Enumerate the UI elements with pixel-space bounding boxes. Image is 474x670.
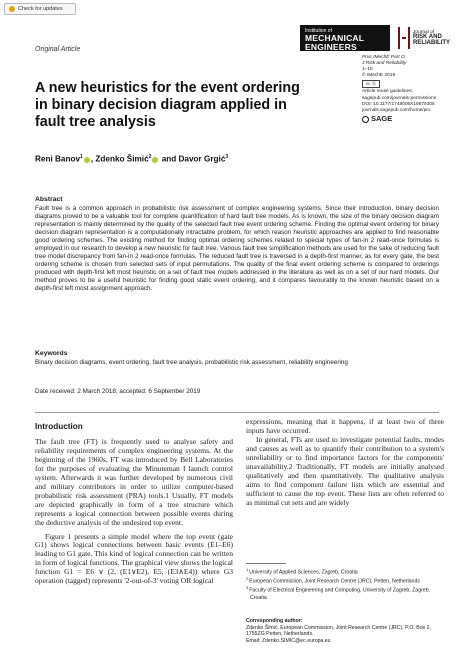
- keywords-heading: Keywords: [35, 350, 68, 357]
- article-type: Original Article: [35, 46, 81, 53]
- affiliation-2-number: 2: [246, 576, 249, 582]
- article-meta: [362, 55, 470, 123]
- check-for-updates-label: Check for updates: [18, 6, 63, 12]
- sage-circle-icon: [362, 116, 369, 123]
- affiliation-1: [246, 567, 446, 576]
- meta-copyright: © IMechE 2019: [362, 73, 396, 79]
- footnote-divider: [246, 563, 286, 564]
- author-2-affil: 2: [148, 154, 152, 160]
- sage-logo: [362, 116, 470, 123]
- author-3-affil: 3: [225, 154, 229, 160]
- author-2[interactable]: Zdenko Šimić: [95, 154, 149, 164]
- journal-logo-line1: RISK AND: [413, 34, 442, 41]
- corresponding-heading: Corresponding author:: [246, 618, 303, 624]
- meta-homepage-link[interactable]: journals.sagepub.com/home/pio: [362, 107, 430, 113]
- journal-logo-line2: RELIABILITY: [413, 39, 450, 46]
- affiliation-3-text: Faculty of Electrical Engineering and Computing, University of Zagreb, Zagreb, Croatia: [249, 588, 431, 601]
- keywords-text: Binary decision diagrams, event ordering, fault tree analysis, probabilistic risk assessment, reliability engineering: [35, 359, 348, 366]
- intro-paragraph-4: In general, FTs are used to investigate potential faults, modes and causes as well as to quantify their contribution to a system's unreliability or to find importance factors for the components' unavailability.2 Traditionally, FT models are initially analysed qualitatively and then quantitatively. The qualitative analysis aims to find component failure lists which are essential and sufficient to cause the top event. These lists are often referred to as minimal cut sets and are widely: [246, 434, 444, 507]
- orcid-icon[interactable]: [84, 157, 90, 163]
- affiliation-3-number: 3: [246, 585, 249, 591]
- affiliations: [246, 567, 446, 601]
- imeche-logo: [300, 25, 390, 51]
- journal-mark-icon: [398, 27, 410, 49]
- body-column-right: [246, 418, 444, 508]
- corresponding-text: Zdenko Šimić, European Commission, Joint Research Centre (JRC), P.O. Box 2, 1755ZG Petten, Netherlands.: [246, 624, 431, 637]
- meta-journal2: J Risk and Reliability: [362, 61, 407, 67]
- author-3[interactable]: and Davor Grgić: [161, 154, 226, 164]
- corresponding-author: [246, 618, 446, 644]
- intro-paragraph-2: Figure 1 presents a simple model where the top event (gate G1) shows logical connections between basic events (E1–E6) leading to G1 gate. This kind of logical connection can be written in form of logical functions. The graphical view shows the logical function G1 = E6 ∨ (2, (E1∨E2), E5, (E3∧E4)) where G3 operation (tagged) represents '2-out-of-3' voting OR logical: [35, 531, 233, 586]
- imeche-logo-line1: MECHANICAL: [305, 33, 365, 43]
- journal-logo-line0: Journal of: [413, 29, 435, 35]
- author-list: Reni Banov$^1$ , Zdenko Šimić$^2$ and Davor Grgić$^3$: [35, 154, 229, 164]
- author-1[interactable]: Reni Banov: [35, 154, 81, 164]
- body-column-left: [35, 438, 233, 586]
- affiliation-3: [246, 585, 446, 601]
- author-1-affil: 1: [80, 154, 83, 160]
- intro-paragraph-1: The fault tree (FT) is frequently used to analyse safety and reliability requirements of complex engineering systems. At the beginning of the 1960s, FT was introduced by Bell Laboratories for the purposes of evaluating the Minuteman I launch control system. Afterwards it was further developed by numerous civil and military contributors in order to utilize computer-based probabilistic risk assessment (PRA) tools.1 Usually, FT models are depicted graphically in form of a tree structure which represents a logical connection between possible events during the deductive analysis of the undesired top event.: [35, 437, 233, 527]
- section-divider: [35, 412, 439, 413]
- meta-pages: 1–10: [362, 67, 373, 73]
- article-title: A new heuristics for the event ordering in binary decision diagram applied in fault tree analysis: [35, 80, 300, 130]
- orcid-icon[interactable]: [152, 157, 158, 163]
- imeche-logo-small: Institution of: [305, 28, 332, 34]
- corresponding-email[interactable]: Email: Zdenko.SIMIC@ec.europa.eu: [246, 637, 331, 644]
- abstract-section: [35, 196, 439, 294]
- affiliation-1-text: University of Applied Sciences, Zagreb, Croatia: [249, 569, 358, 576]
- affiliation-1-number: 1: [246, 567, 249, 572]
- meta-guidelines: Article reuse guidelines:: [362, 89, 413, 95]
- update-icon: [9, 6, 15, 12]
- meta-journal: Proc IMechE Part O:: [362, 55, 406, 60]
- abstract-text: Fault tree is a common approach in probabilistic risk assessment of complex engineering systems. Since their introduction, binary decision diagrams proved to be a valuable tool for complete quantification of hard fault tree models. As is known, the size of the binary decision diagram representation is mainly determined by the quality of the selected fault tree event ordering scheme. Finding the optimal event ordering for binary decision diagram representation is a computationally intractable problem, for which reason heuristic approaches are applied to find reasonable good ordering schemes. The existing method for finding optimal ordering schemes related to special types of fan-in 2 read-once formulas is employed in our research to develop a new heuristic for fault tree. Various fault tree simplification methods are used for the sake of reducing fault tree model discrepancy from fan-in 2 read-once formulas. The reduced fault tree is traversed in a depth-first manner, as for every gate, the best ordering scheme is chosen from selected sets of input permutations. The quality of the final event ordering scheme is compared to orderings produced with depth-first left most heuristic on a set of fault tree models addressed in the literature as well as on a set of our hard models. Our method proves to be a useful heuristic for finding good static event ordering, and it compares favourably to the known heuristic based on a depth-first left most assignment approach.: [35, 205, 439, 293]
- introduction-heading: Introduction: [35, 422, 83, 431]
- dates-line: Date received: 2 March 2018; accepted: 6 September 2019: [35, 388, 201, 395]
- journal-logo: [398, 25, 454, 51]
- sage-logo-text: SAGE: [371, 114, 393, 124]
- meta-guidelines-link[interactable]: sagepub.com/journals-permissions: [362, 95, 437, 101]
- affiliation-2: [246, 576, 446, 585]
- affiliation-2-text: European Commission, Joint Research Centre (JRC), Petten, Netherlands: [249, 578, 420, 585]
- keywords-section: [35, 350, 439, 367]
- intro-paragraph-3: expressions, meaning that it happens, if at least two of three inputs have occurred.: [246, 417, 444, 435]
- abstract-heading: Abstract: [35, 196, 63, 203]
- meta-doi[interactable]: DOI: 10.1177/1748006X19879305: [362, 101, 435, 107]
- license-icon[interactable]: cc ⓑ: [362, 80, 380, 88]
- imeche-logo-line2: ENGINEERS: [305, 42, 357, 52]
- journal-logo-text: [413, 30, 450, 47]
- check-for-updates-badge[interactable]: [4, 3, 76, 15]
